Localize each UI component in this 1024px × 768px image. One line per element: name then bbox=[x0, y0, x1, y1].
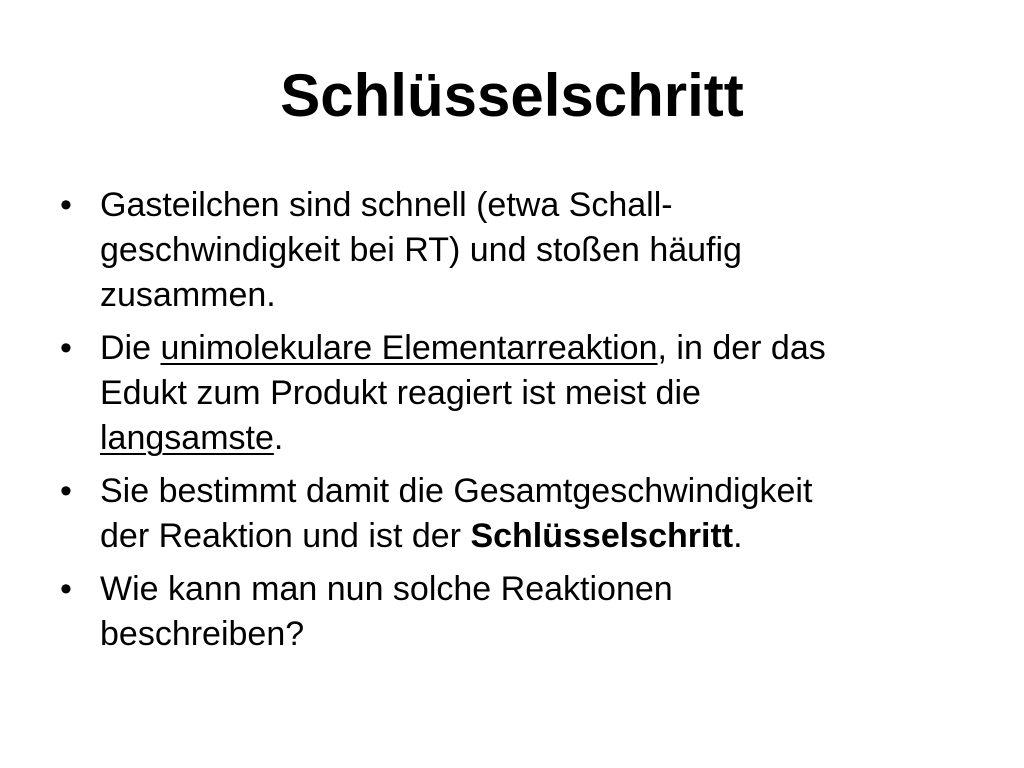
bold-term: Schlüsselschritt bbox=[470, 517, 734, 555]
bullet-text-line: geschwindigkeit bei RT) und stoßen häufig bbox=[100, 231, 742, 269]
bullet-text: , in der das bbox=[657, 329, 826, 367]
bullet-text-line bbox=[100, 514, 976, 559]
bullet-text: der Reaktion und ist der bbox=[100, 517, 471, 555]
bullet-item-question bbox=[56, 567, 976, 657]
bullet-text: . bbox=[273, 419, 284, 457]
bullet-item-gas-particles bbox=[56, 183, 976, 318]
bullet-text-line: Edukt zum Produkt reagiert ist meist die bbox=[100, 374, 701, 412]
slide-title: Schlüsselschritt bbox=[280, 62, 744, 129]
bullet-text-line: Sie bestimmt damit die Gesamtgeschwindigkeit bbox=[100, 472, 813, 510]
underlined-word: langsamste bbox=[100, 419, 274, 457]
bullet-dot-icon: • bbox=[60, 186, 72, 224]
underlined-term: unimolekulare Elementarreaktion bbox=[160, 329, 658, 367]
bullet-text-line: Gasteilchen sind schnell (etwa Schall- bbox=[100, 186, 673, 224]
bullet-text: . bbox=[733, 517, 743, 555]
bullet-text-line: zusammen. bbox=[100, 276, 276, 314]
bullet-dot-icon: • bbox=[60, 472, 72, 510]
bullet-item-rate-determining bbox=[56, 469, 976, 559]
bullet-item-unimolecular bbox=[56, 326, 976, 461]
bullet-dot-icon: • bbox=[60, 329, 72, 367]
bullet-text-line bbox=[100, 416, 976, 461]
bullet-text: Die bbox=[100, 329, 161, 367]
bullet-text-line: beschreiben? bbox=[100, 615, 305, 653]
bullet-text-line: Wie kann man nun solche Reaktionen bbox=[100, 570, 673, 608]
bullet-list bbox=[56, 183, 976, 665]
bullet-text-line bbox=[100, 326, 976, 371]
bullet-dot-icon: • bbox=[60, 570, 72, 608]
